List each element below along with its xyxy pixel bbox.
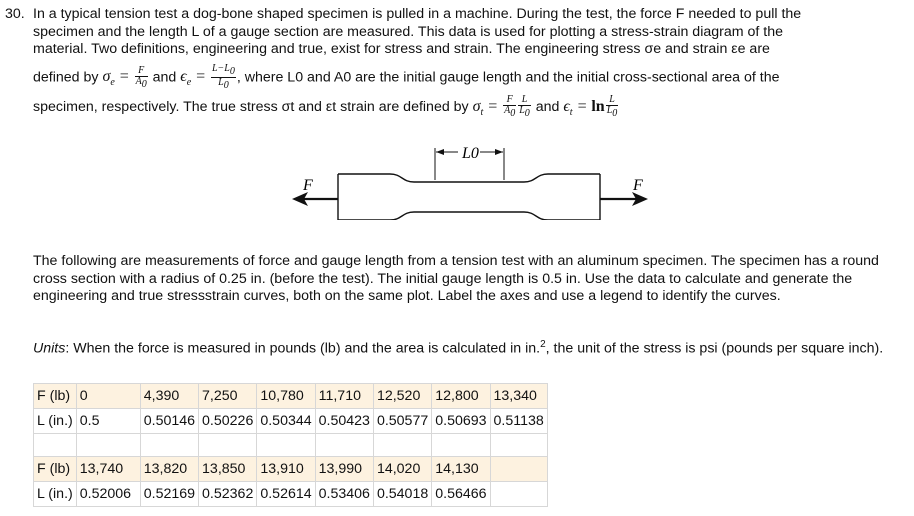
table-cell [490,457,547,482]
table-cell: 11,710 [315,384,373,409]
F-label-right: F [633,177,643,194]
frac-F-A0: $\frac{F}{A_0}$ [135,64,147,90]
table-cell: 7,250 [199,384,257,409]
table-row-length-1 [34,409,548,434]
table-spacer-row [34,434,548,457]
data-table [33,383,548,507]
table-cell: 0.5 [76,409,140,434]
table-cell: 0.52614 [257,482,315,507]
table-cell: 0.50577 [373,409,431,434]
table-cell: 13,340 [490,384,547,409]
table-cell: 0.50693 [432,409,490,434]
defs2-text-a: specimen, respectively. The true stress σt and εt strain are defined by [33,99,469,115]
gauge-arrowhead-left [436,149,444,155]
units-note [33,336,905,358]
frac-L-L0-ln: $\frac{L}{L_0}$ [606,94,618,120]
specimen-top-edge [338,174,600,182]
table-cell: 13,820 [140,457,198,482]
table-cell: 0.54018 [373,482,431,507]
intro-line-1: In a typical tension test a dog-bone shaped specimen is pulled in a machine. During the test, the force F needed to pull the [33,6,802,22]
table-row-force-1 [34,384,548,409]
definitions-line-2 [33,94,905,126]
defs-text-c: , where L0 and A0 are the initial gauge length and the initial cross-sectional area of the [236,69,780,86]
table-cell: 0 [76,384,140,409]
eq-sigma-e: $\sigma_e$ = [102,68,134,89]
table-cell: 0.52006 [76,482,140,507]
table-cell: 14,020 [373,457,431,482]
table-cell: 0.52169 [140,482,198,507]
eq-eps-e: $\epsilon_e$ = [180,68,210,89]
units-sup: 2 [540,339,546,350]
intro-line-3: material. Two definitions, engineering and true, exist for stress and strain. The engineering stress σe and strain εe are [33,41,770,58]
table-cell [490,482,547,507]
table-cell: 0.50226 [199,409,257,434]
eq-eps-t: $\epsilon_t$ = [563,98,592,119]
defs-text-a: defined by [33,69,99,86]
units-label: Units [33,340,66,357]
units-text-2: , the unit of the stress is psi (pounds per square inch). [545,340,884,357]
dogbone-specimen-diagram [290,140,660,220]
intro-line-2: specimen and the length L of a gauge section are measured. This data is used for plotting a stress-strain diagram of the [33,23,784,40]
length-label: L (in.) [34,409,77,434]
table-cell: 0.50423 [315,409,373,434]
table-cell: 13,740 [76,457,140,482]
table-cell: 0.50344 [257,409,315,434]
table-row-force-2 [34,457,548,482]
table-cell: 0.50146 [140,409,198,434]
gauge-arrowhead-right [495,149,503,155]
length-label-2: L (in.) [34,482,77,507]
problem-intro [33,6,905,59]
table-cell: 13,850 [199,457,257,482]
units-text: : When the force is measured in pounds (lb) and the area is calculated in in. [65,340,541,357]
defs-text-b: and [152,69,177,86]
F-label-left: F [303,177,313,194]
eq-sigma-t: $\sigma_t$ = [472,98,503,119]
frac-L-L0-t: $\frac{L}{L_0}$ [519,94,530,120]
L0-label: L0 [462,145,479,162]
table-row-length-2 [34,482,548,507]
table-cell: 0.52362 [199,482,257,507]
table-cell: 12,520 [373,384,431,409]
definitions-line-1 [33,64,905,96]
defs2-text-b: and [535,99,560,115]
table-cell: 12,800 [432,384,490,409]
force-label: F (lb) [34,384,77,409]
table-cell: 13,910 [257,457,315,482]
problem-number: 30. [5,6,25,22]
table-cell: 0.51138 [490,409,547,434]
table-cell: 14,130 [432,457,490,482]
table-cell: 0.56466 [432,482,490,507]
table-cell: 13,990 [315,457,373,482]
table-cell: 0.53406 [315,482,373,507]
table-cell: 4,390 [140,384,198,409]
force-label-2: F (lb) [34,457,77,482]
specimen-bottom-edge [338,212,600,220]
frac-F-A0-t: $\frac{F}{A_0}$ [504,94,516,120]
table-cell: 10,780 [257,384,315,409]
frac-dL-L0: $\frac{L-L_0}{L_0}$ [211,63,235,91]
problem-paragraph-2: The following are measurements of force and gauge length from a tension test with an aluminum specimen. The specimen has a round cross section with a radius of 0.25 in. (before the test). The initial gauge length is 0.5 in. Use the data to calculate and generate the engineering and true stressstrain curves, both on the same plot. Label the axes and use a legend to identify the curves. [33,253,879,305]
ln-operator: ln [591,98,605,115]
